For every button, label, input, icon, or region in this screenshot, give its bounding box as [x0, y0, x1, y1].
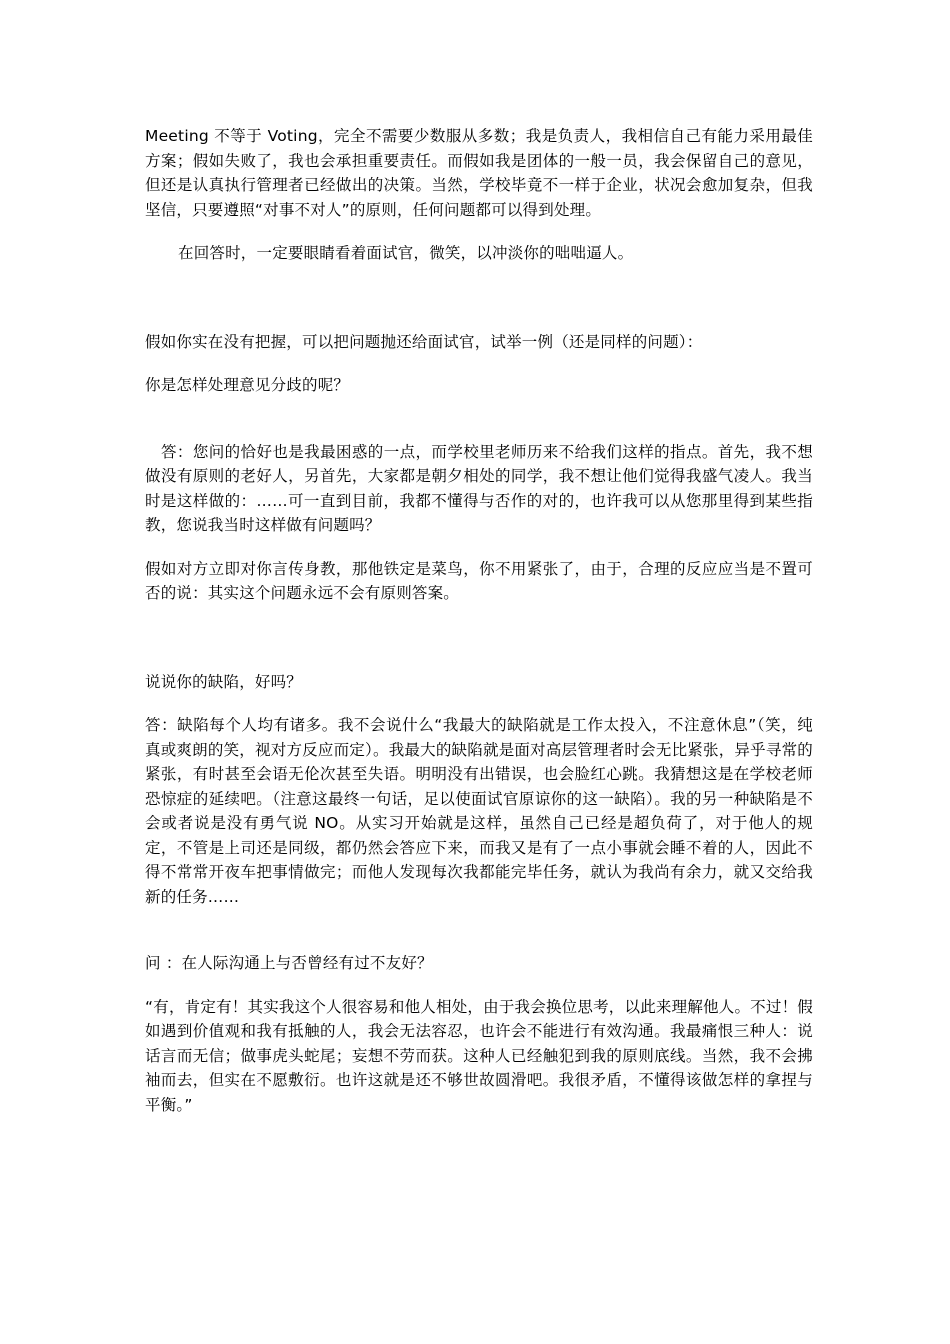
document-page	[145, 124, 813, 1117]
paragraph-gap	[145, 606, 813, 670]
paragraph-gap	[145, 694, 813, 713]
paragraph-gap	[145, 538, 813, 557]
paragraph-return-question: 假如你实在没有把握，可以把问题抛还给面试官，试举一例（还是同样的问题）：	[145, 332, 703, 351]
paragraph-question-disagreement: 你是怎样处理意见分歧的呢？	[145, 376, 350, 394]
paragraph-gap	[145, 398, 813, 440]
paragraph-answer-disagreement: 答：您问的恰好也是我最困惑的一点，而学校里老师历来不给我们这样的指点。首先，我不想做没有原则的老好人，另首先，大家都是朝夕相处的同学，我不想让他们觉得我盛气凌人。我当时是这样做的：……可一直到目前，我都不懂得与否作的对的，也许我可以从您那里得到某些指教，您说我当时这样做有问题吗？	[145, 442, 813, 534]
paragraph-gap	[145, 976, 813, 995]
paragraph-answer-communication: “有，肯定有！其实我这个人很容易和他人相处，由于我会换位思考，以此来理解他人。不过！假如遇到价值观和我有抵触的人，我会无法容忍，也许会不能进行有效沟通。我最痛恨三种人：说话言而无信；做事虎头蛇尾；妄想不劳而获。这种人已经触犯到我的原则底线。当然，我不会拂袖而去，但实在不愿敷衍。也许这就是还不够世故圆滑吧。我很矛盾，不懂得该做怎样的拿捏与平衡。”	[145, 997, 813, 1114]
paragraph-question-communication: 问 ：在人际沟通上与否曾经有过不友好？	[145, 954, 433, 972]
paragraph-gap	[145, 354, 813, 373]
paragraph-answer-tip: 在回答时，一定要眼睛看着面试官，微笑，以冲淡你的咄咄逼人。	[178, 244, 634, 262]
paragraph-rookie-note: 假如对方立即对你言传身教，那他铁定是菜鸟，你不用紧张了，由于，合理的反应应当是不置可否的说：其实这个问题永远不会有原则答案。	[145, 559, 813, 602]
paragraph-gap	[145, 222, 813, 241]
paragraph-gap	[145, 909, 813, 951]
paragraph-gap	[145, 266, 813, 330]
paragraph-answer-weakness: 答：缺陷每个人均有诸多。我不会说什么“我最大的缺陷就是工作太投入，不注意休息”（笑，纯真或爽朗的笑，视对方反应而定）。我最大的缺陷就是面对高层管理者时会无比紧张，异乎寻常的紧张，有时甚至会语无伦次甚至失语。明明没有出错误，也会脸红心跳。我猜想这是在学校老师恐惊症的延续吧。（注意这最终一句话，足以使面试官原谅你的这一缺陷）。我的另一种缺陷是不会或者说是没有勇气说 NO。从实习开始就是这样，虽然自己已经是超负荷了，对于他人的规定，不管是上司还是同级，都仍然会答应下来，而我又是有了一点小事就会睡不着的人，因此不得不常常开夜车把事情做完；而他人发现每次我都能完毕任务，就认为我尚有余力，就又交给我新的任务……	[145, 716, 813, 906]
paragraph-meeting-voting: Meeting 不等于 Voting，完全不需要少数服从多数；我是负责人，我相信自己有能力采用最佳方案；假如失败了，我也会承担重要责任。而假如我是团体的一般一员，我会保留自己的意见，但还是认真执行管理者已经做出的决策。当然，学校毕竟不一样于企业，状况会愈加复杂，但我坚信，只要遵照“对事不对人”的原则，任何问题都可以得到处理。	[145, 127, 813, 219]
paragraph-question-weakness: 说说你的缺陷，好吗？	[145, 672, 303, 691]
